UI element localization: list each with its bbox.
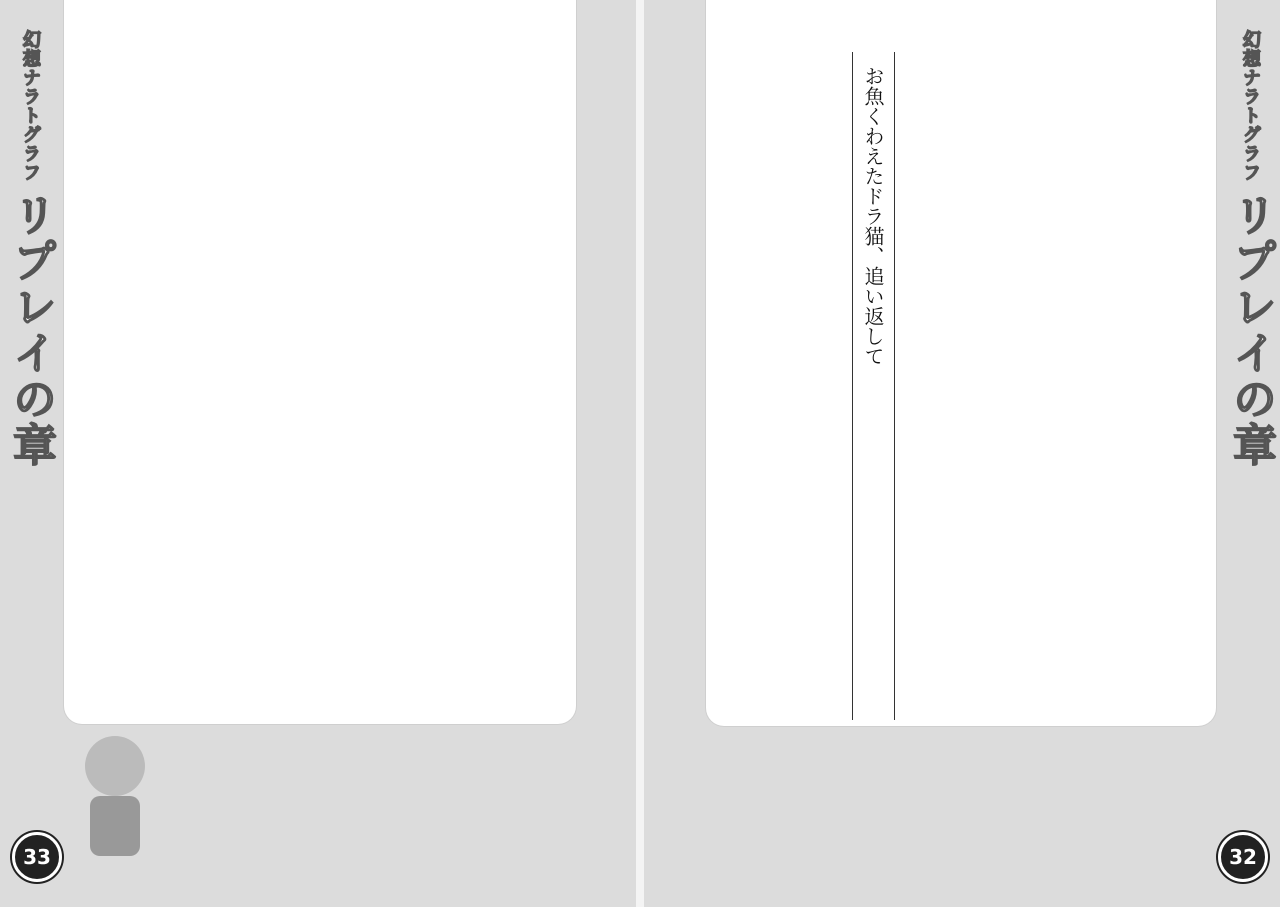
- gutter: [636, 0, 644, 907]
- character-illustration: [60, 706, 170, 876]
- left-side-title-main: リプレイの章: [5, 192, 56, 468]
- right-page-number: 32: [1218, 832, 1268, 882]
- left-margin-notes: [252, 742, 630, 892]
- scene-heading: お魚くわえたドラ猫、追い返して: [852, 52, 895, 720]
- right-page: [644, 0, 1280, 907]
- left-text-panel: [64, 0, 576, 724]
- right-side-title: [1224, 30, 1276, 500]
- left-side-title: [4, 30, 56, 500]
- right-text-panel: [706, 0, 1216, 726]
- left-side-title-sub: 幻想ナラトグラフ: [20, 30, 41, 182]
- right-margin-notes: [1004, 742, 1214, 892]
- left-page-number: 33: [12, 832, 62, 882]
- right-side-title-sub: 幻想ナラトグラフ: [1240, 30, 1261, 182]
- right-side-title-main: リプレイの章: [1225, 192, 1276, 468]
- left-page: [0, 0, 636, 907]
